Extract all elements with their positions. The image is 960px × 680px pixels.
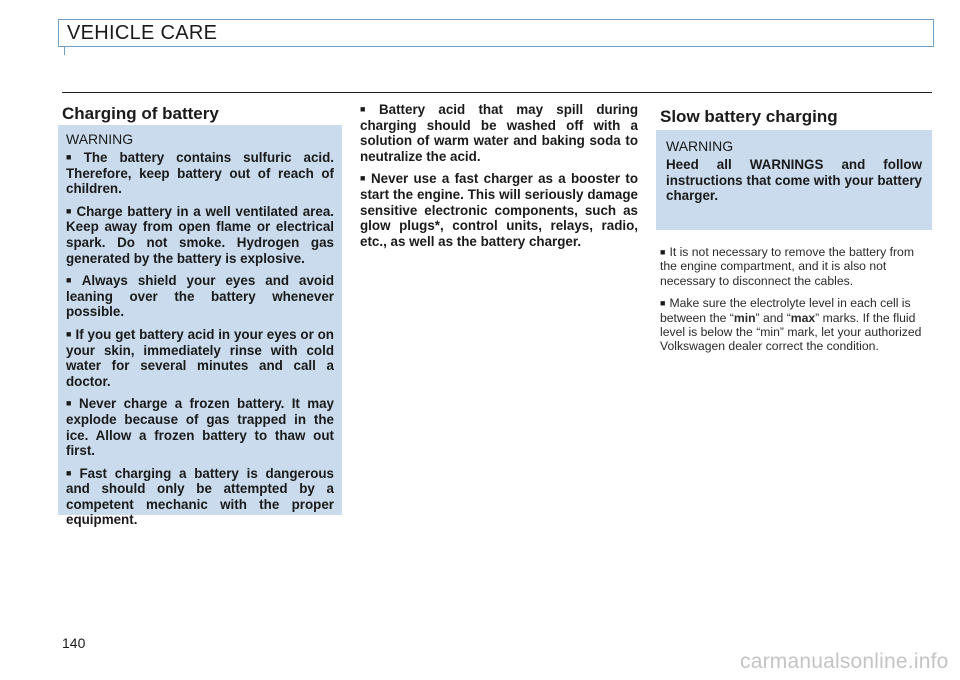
warning-item: ■ Fast charging a battery is dangerous and should only be attempted by a competent mechanic with the proper equipment. <box>66 465 334 528</box>
warning-item: ■ Battery acid that may spill during charging should be washed off with a solution of warm water and baking soda to neutralize the acid. <box>360 102 639 164</box>
charging-warning-box <box>58 125 342 528</box>
horizontal-rule <box>62 92 932 93</box>
bullet-icon: ■ <box>66 398 76 409</box>
page-number: 140 <box>62 635 86 651</box>
max-mark: max <box>790 310 816 325</box>
warning-label: WARNING <box>666 138 734 154</box>
header-tick <box>64 47 65 55</box>
bullet-icon: ■ <box>360 104 375 114</box>
warning-item: ■ Charge battery in a well ventilated area. Keep away from open flame or electrical spark. Do not smoke. Hydrogen gas generated by the battery is explosive. <box>66 203 335 266</box>
warning-text: Heed all WARNINGS and follow instructions that come with your battery charger. <box>666 157 922 204</box>
bullet-icon: ■ <box>66 152 80 162</box>
warning-item: ■ Never use a fast charger as a booster to start the engine. This will seriously damage sensitive electronic components, such as glow plugs*, control units, relays, radio, etc., as well as the battery charger. <box>360 171 638 249</box>
warning-item: ■ The battery contains sulfuric acid. Therefore, keep battery out of reach of children. <box>66 150 335 197</box>
slow-charging-warning-box <box>656 130 932 230</box>
instruction-paragraph: ■ It is not necessary to remove the battery from the engine compartment, and it is also not necessary to disconnect the cables. <box>660 245 914 288</box>
middle-column <box>360 102 638 256</box>
bullet-icon: ■ <box>66 467 76 478</box>
bullet-icon: ■ <box>66 328 72 339</box>
bullet-icon: ■ <box>360 173 367 184</box>
warning-label: WARNING <box>66 131 134 147</box>
warning-item: ■ Always shield your eyes and avoid leaning over the battery whenever possible. <box>66 273 335 320</box>
warning-item: ■ If you get battery acid in your eyes or on your skin, immediately rinse with cold water for several minutes and call a doctor. <box>66 326 334 389</box>
charging-of-battery-heading: Charging of battery <box>62 104 219 123</box>
section-title: VEHICLE CARE <box>67 22 218 44</box>
instruction-paragraph: ■ Make sure the electrolyte level in each cell is between the “min” and “max” marks. If the fluid level is below the “min” mark, let your authorized Volkswagen dealer correct the condition. <box>660 296 922 354</box>
bullet-icon: ■ <box>660 298 666 309</box>
bullet-icon: ■ <box>66 205 73 216</box>
slow-battery-charging-heading: Slow battery charging <box>660 107 838 126</box>
header-box <box>58 19 934 47</box>
min-mark: min <box>733 310 756 325</box>
bullet-icon: ■ <box>660 247 666 257</box>
bullet-icon: ■ <box>66 275 78 286</box>
watermark: carmanualsonline.info <box>740 650 949 673</box>
slow-charging-text <box>660 245 932 362</box>
warning-item: ■ Never charge a frozen battery. It may explode because of gas trapped in the ice. Allow a frozen battery to thaw out first. <box>66 396 335 459</box>
